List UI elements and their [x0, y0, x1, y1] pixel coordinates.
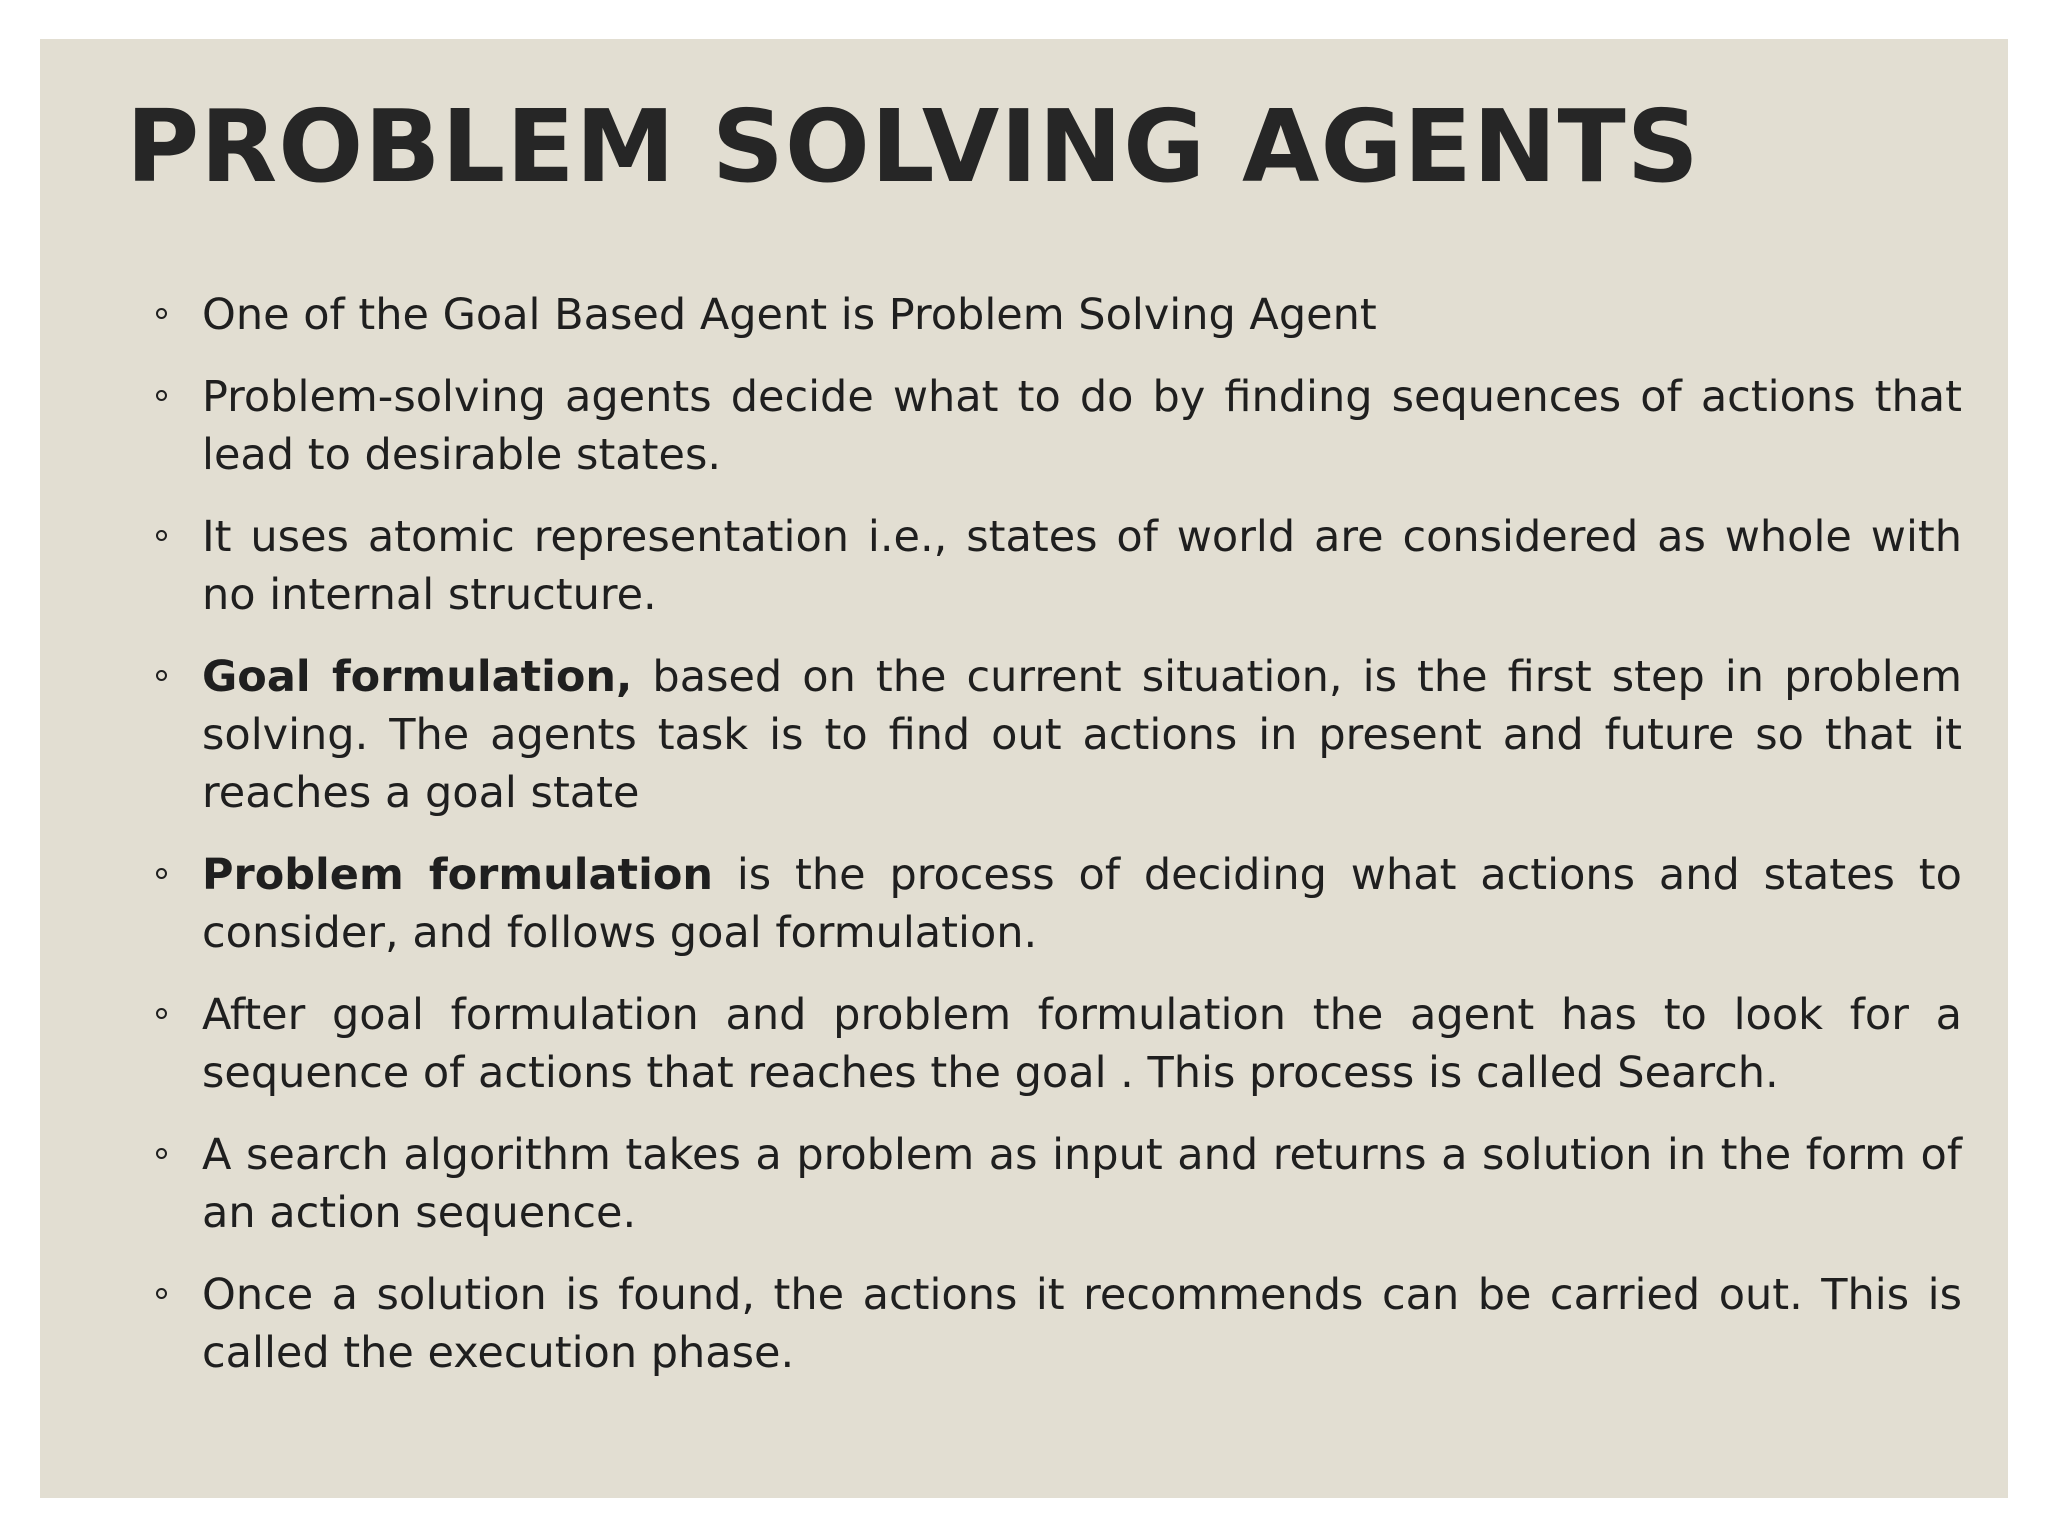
- circle-bullet-icon: [156, 1148, 167, 1159]
- bullet-list: [126, 286, 1962, 1406]
- slide: [40, 39, 2008, 1498]
- circle-bullet-icon: [156, 1008, 167, 1019]
- bullet-item: [126, 1126, 1962, 1242]
- bullet-text: Goal formulation, based on the current situation, is the first step in problem solving. The agents task is to find out actions in present and future so that it reaches a goal state: [202, 652, 1962, 818]
- bullet-item: [126, 986, 1962, 1102]
- circle-bullet-icon: [156, 1288, 167, 1299]
- bullet-item: [126, 368, 1962, 484]
- circle-bullet-icon: [156, 530, 167, 541]
- bullet-item: [126, 846, 1962, 962]
- bullet-item: [126, 1266, 1962, 1382]
- bullet-bold-term: Problem formulation: [202, 850, 713, 900]
- bullet-item: [126, 648, 1962, 822]
- bullet-item: [126, 286, 1962, 344]
- bullet-bold-term: Goal formulation,: [202, 652, 633, 702]
- bullet-text: After goal formulation and problem formulation the agent has to look for a sequence of actions that reaches the goal . This process is called Search.: [202, 990, 1962, 1098]
- bullet-item: [126, 508, 1962, 624]
- bullet-text: A search algorithm takes a problem as input and returns a solution in the form of an action sequence.: [202, 1130, 1962, 1238]
- bullet-text: Problem-solving agents decide what to do by finding sequences of actions that lead to desirable states.: [202, 372, 1962, 480]
- bullet-text: It uses atomic representation i.e., states of world are considered as whole with no internal structure.: [202, 512, 1962, 620]
- bullet-text: Once a solution is found, the actions it recommends can be carried out. This is called the execution phase.: [202, 1270, 1962, 1378]
- bullet-text: One of the Goal Based Agent is Problem Solving Agent: [202, 290, 1377, 340]
- circle-bullet-icon: [156, 670, 167, 681]
- bullet-text: Problem formulation is the process of deciding what actions and states to consider, and follows goal formulation.: [202, 850, 1962, 958]
- circle-bullet-icon: [156, 390, 167, 401]
- circle-bullet-icon: [156, 308, 167, 319]
- circle-bullet-icon: [156, 868, 167, 879]
- slide-title: PROBLEM SOLVING AGENTS: [126, 88, 1700, 205]
